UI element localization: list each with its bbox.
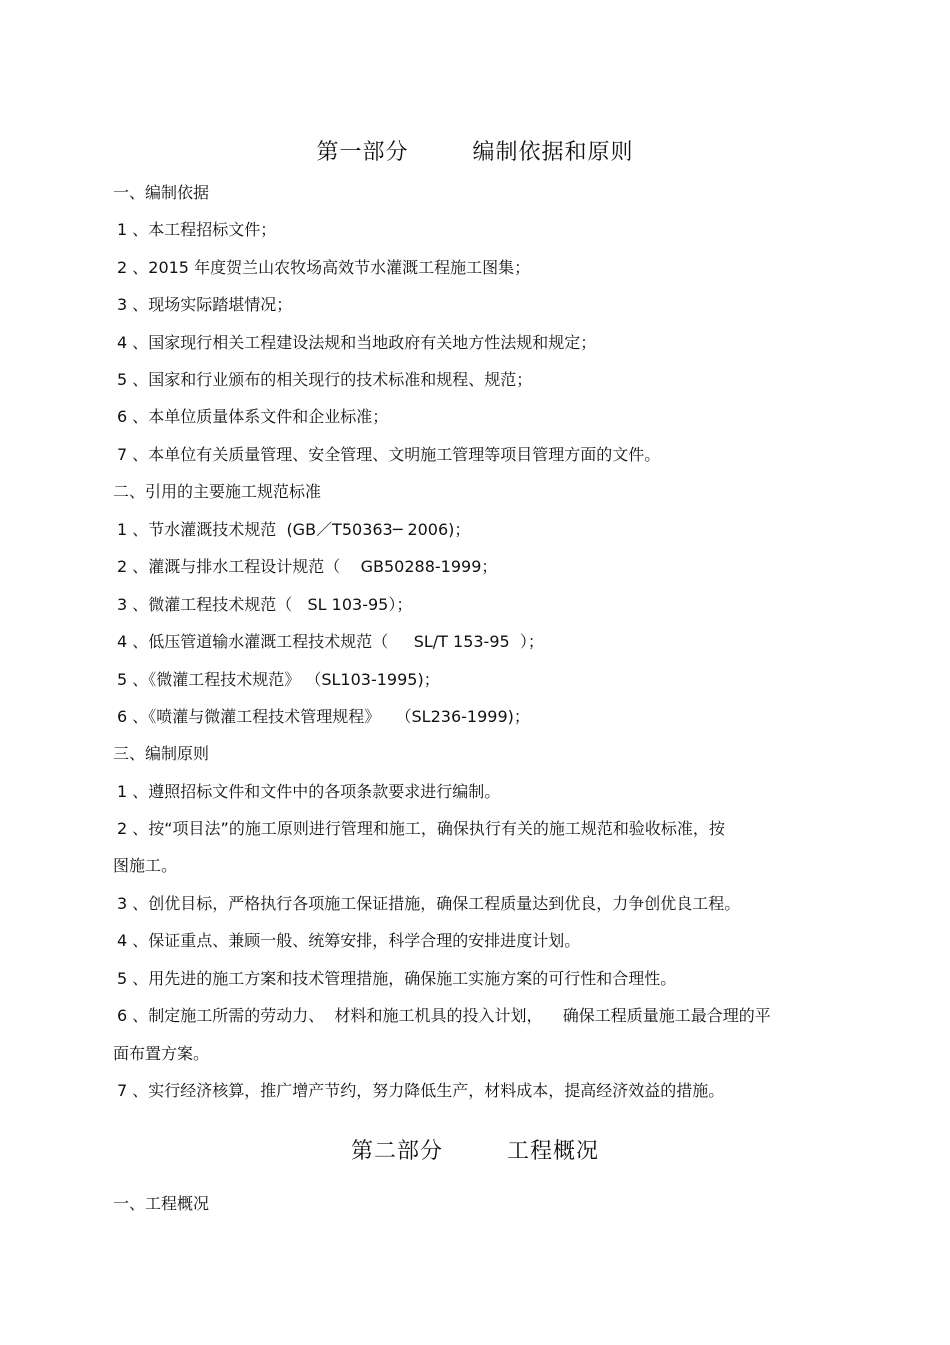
standard-item-4: 4 、低压管道输水灌溉工程技术规范（ SL/T 153-95 ）； [117,632,544,651]
basis-item-3: 3 、现场实际踏堪情况； [117,295,293,314]
section-heading-overview: 一、工程概况 [113,1194,210,1213]
standard-item-6: 6 、《喷灌与微灌工程技术管理规程》 （SL236-1999)； [117,707,530,726]
principle-item-6: 6 、制定施工所需的劳动力、 材料和施工机具的投入计划， 确保工程质量施工最合理的平 [117,1006,771,1025]
standard-item-1: 1 、节水灌溉技术规范 (GB／T50363─ 2006)； [117,520,471,539]
principle-item-3: 3 、创优目标，严格执行各项施工保证措施，确保工程质量达到优良，力争创优良工程。 [117,894,741,913]
basis-item-5: 5 、国家和行业颁布的相关现行的技术标准和规程、规范； [117,370,533,389]
basis-item-4: 4 、国家现行相关工程建设法规和当地政府有关地方性法规和规定； [117,333,597,352]
part-two-title: 第二部分 工程概况 [351,1139,599,1164]
standard-item-3: 3 、微灌工程技术规范（ SL 103-95）； [117,595,413,614]
principle-item-6-continued: 面布置方案。 [113,1044,210,1063]
principle-item-4: 4 、保证重点、兼顾一般、统筹安排，科学合理的安排进度计划。 [117,931,581,950]
principle-item-1: 1 、遵照招标文件和文件中的各项条款要求进行编制。 [117,782,501,801]
basis-item-6: 6 、本单位质量体系文件和企业标准； [117,407,389,426]
section-heading-basis: 一、编制依据 [113,183,210,202]
principle-item-7: 7 、实行经济核算，推广增产节约，努力降低生产，材料成本，提高经济效益的措施。 [117,1081,725,1100]
basis-item-1: 1 、本工程招标文件； [117,220,277,239]
principle-item-5: 5 、用先进的施工方案和技术管理措施，确保施工实施方案的可行性和合理性。 [117,969,677,988]
basis-item-2: 2 、2015 年度贺兰山农牧场高效节水灌溉工程施工图集； [117,258,531,277]
standard-item-2: 2 、灌溉与排水工程设计规范（ GB50288-1999； [117,557,498,576]
part-one-title: 第一部分 编制依据和原则 [316,140,634,165]
section-heading-principles: 三、编制原则 [113,744,210,763]
principle-item-2: 2 、按“项目法”的施工原则进行管理和施工，确保执行有关的施工规范和验收标准，按 [117,819,725,838]
section-heading-standards: 二、引用的主要施工规范标准 [113,482,322,501]
standard-item-5: 5 、《微灌工程技术规范》 （SL103-1995)； [117,670,440,689]
principle-item-2-continued: 图施工。 [113,856,178,875]
basis-item-7: 7 、本单位有关质量管理、安全管理、文明施工管理等项目管理方面的文件。 [117,445,661,464]
